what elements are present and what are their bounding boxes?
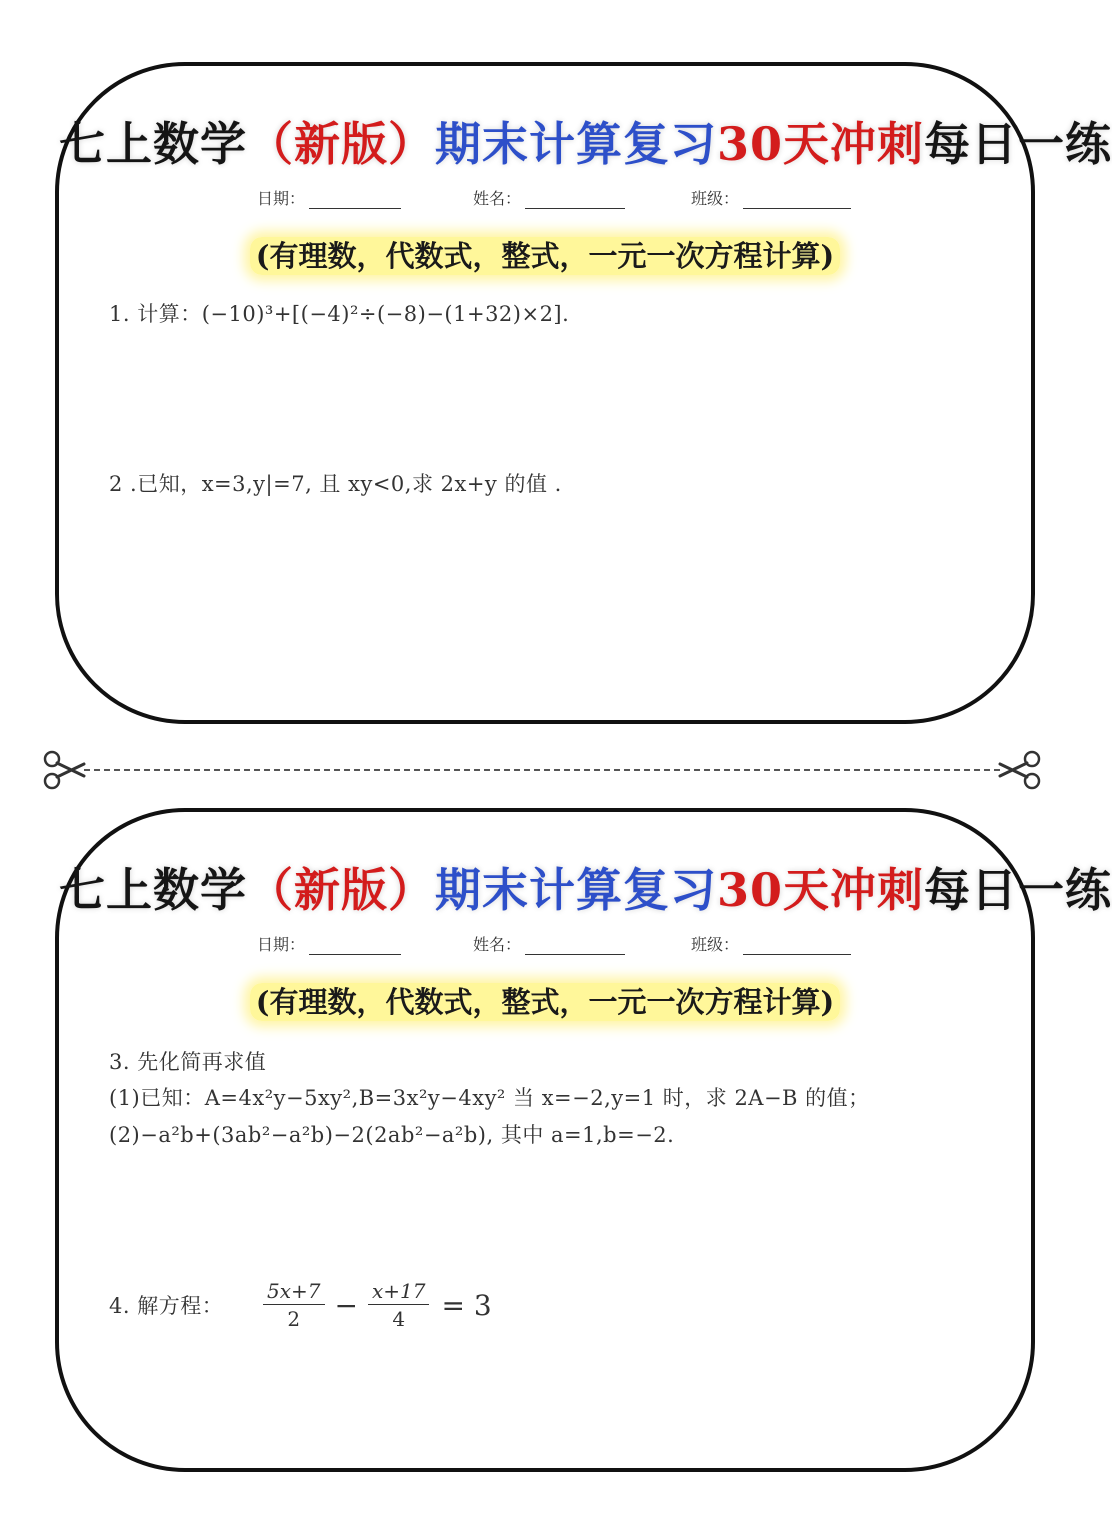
fraction-2-numerator: x+17	[368, 1278, 430, 1305]
worksheet-title	[59, 108, 1112, 174]
meta-fields	[59, 186, 1031, 210]
scissors-icon	[998, 748, 1042, 792]
question-2: 2 .已知，x=3,y|=7, 且 xy<0,求 2x+y 的值 .	[109, 472, 562, 496]
date-label: 日期：	[257, 189, 306, 208]
date-label: 日期：	[257, 935, 306, 954]
meta-fields	[59, 932, 1031, 956]
name-field[interactable]	[473, 932, 625, 955]
title-part-3: 期末计算复习	[435, 117, 717, 171]
question-3-heading: 3. 先化简再求值	[109, 1050, 267, 1074]
worksheet-title	[59, 854, 1112, 920]
worksheet-card-1	[55, 62, 1112, 724]
scissors-icon	[42, 748, 86, 792]
question-3-part-2: (2)−a²b+(3ab²−a²b)−2(2ab²−a²b), 其中 a=1,b=−2.	[109, 1123, 675, 1147]
name-blank[interactable]	[525, 190, 625, 209]
question-1: 1. 计算：(−10)³+[(−4)²÷(−8)−(1+32)×2].	[109, 302, 570, 326]
topic-subtitle	[59, 234, 1031, 275]
class-label: 班级：	[691, 189, 740, 208]
title-part-2: （新版）	[247, 117, 435, 171]
class-field[interactable]	[691, 932, 851, 955]
question-4-label: 4. 解方程：	[109, 1294, 224, 1318]
topic-subtitle-text: (有理数，代数式，整式，一元一次方程计算)	[250, 237, 840, 275]
dashed-divider	[84, 769, 1000, 771]
class-blank[interactable]	[743, 936, 851, 955]
fraction-1	[263, 1278, 325, 1333]
topic-subtitle-text: (有理数，代数式，整式，一元一次方程计算)	[250, 983, 840, 1021]
question-4-equation	[259, 1278, 492, 1333]
fraction-1-denominator: 2	[287, 1307, 301, 1331]
topic-subtitle	[59, 980, 1031, 1021]
date-field[interactable]	[257, 932, 401, 955]
title-part-5: 每日一练	[924, 863, 1112, 917]
date-blank[interactable]	[309, 936, 401, 955]
class-field[interactable]	[691, 186, 851, 209]
date-blank[interactable]	[309, 190, 401, 209]
title-part-1: 七上数学	[59, 863, 247, 917]
fraction-1-numerator: 5x+7	[263, 1278, 325, 1305]
title-part-3: 期末计算复习	[435, 863, 717, 917]
name-label: 姓名：	[473, 189, 522, 208]
title-part-2: （新版）	[247, 863, 435, 917]
class-label: 班级：	[691, 935, 740, 954]
question-3-part-1: (1)已知：A=4x²y−5xy²,B=3x²y−4xy² 当 x=−2,y=1 时，求 2A−B 的值；	[109, 1086, 870, 1110]
fraction-2	[368, 1278, 430, 1333]
worksheet-card-2	[55, 808, 1112, 1472]
name-label: 姓名：	[473, 935, 522, 954]
minus-sign: −	[334, 1289, 358, 1322]
cut-line	[42, 748, 1042, 792]
name-field[interactable]	[473, 186, 625, 209]
title-part-4: 30天冲刺	[717, 863, 925, 917]
class-blank[interactable]	[743, 190, 851, 209]
fraction-2-denominator: 4	[392, 1307, 406, 1331]
name-blank[interactable]	[525, 936, 625, 955]
title-part-1: 七上数学	[59, 117, 247, 171]
date-field[interactable]	[257, 186, 401, 209]
equation-rhs: = 3	[441, 1289, 492, 1322]
title-part-4: 30天冲刺	[717, 117, 925, 171]
title-part-5: 每日一练	[924, 117, 1112, 171]
